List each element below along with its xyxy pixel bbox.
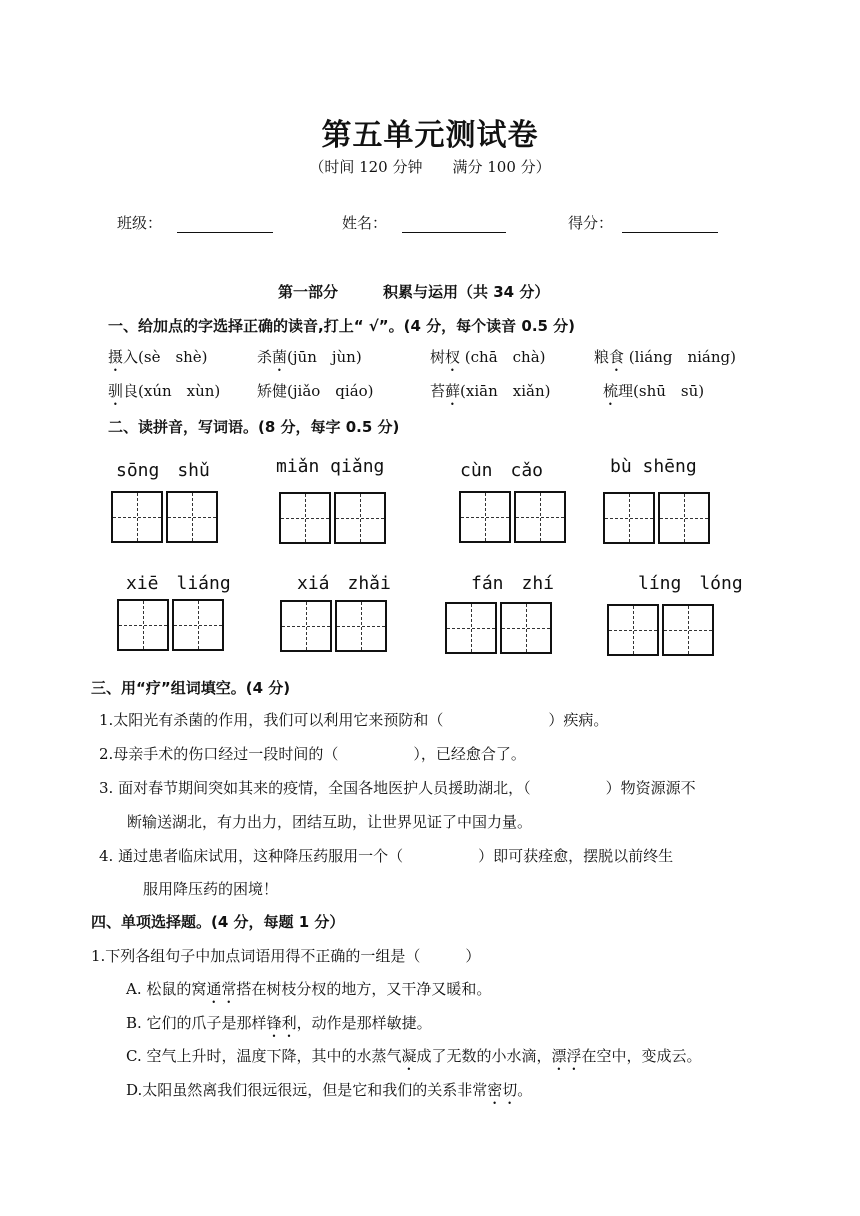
char-box[interactable] [459,491,511,543]
part-one-heading: 第一部分 积累与运用（共 34 分） [278,283,550,301]
q2-heading: 二、读拼音，写词语。(8 分，每字 0.5 分) [108,418,400,436]
char-box[interactable] [607,604,659,656]
char-box[interactable] [514,491,566,543]
q1-item: 矫健(jiǎo qiáo) [257,382,374,400]
pinyin-label: xiá zhǎi [297,573,391,594]
char-box[interactable] [662,604,714,656]
char-box[interactable] [658,492,710,544]
score-field[interactable] [568,212,718,233]
writing-grid[interactable] [459,491,566,543]
class-field[interactable] [117,212,273,233]
char-box[interactable] [500,602,552,654]
pinyin-label: sōng shǔ [116,460,210,481]
q4-option-b[interactable]: B. 它们的爪子是那样锋利，动作是那样敏捷。 [126,1014,432,1032]
q1-item: 摄入(sè shè) [108,348,208,366]
q3-sentence: 1.太阳光有杀菌的作用，我们可以利用它来预防和（ ）疾病。 [99,711,609,729]
q4-option-d[interactable]: D.太阳虽然离我们很远很远，但是它和我们的关系非常密切。 [126,1081,533,1099]
writing-grid[interactable] [279,492,386,544]
q3-sentence: 3. 面对春节期间突如其来的疫情，全国各地医护人员援助湖北，（ ）物资源源不 [99,779,696,797]
page-title: 第五单元测试卷 [321,118,539,153]
page-subtitle: （时间 120 分钟 满分 100 分） [309,158,551,176]
char-box[interactable] [335,600,387,652]
q1-item: 杀菌(jūn jùn) [257,348,362,366]
char-box[interactable] [111,491,163,543]
q3-sentence: 4. 通过患者临床试用，这种降压药服用一个（ ）即可获痊愈，摆脱以前终生 [99,847,674,865]
q3-heading: 三、用“疗”组词填空。(4 分) [91,679,291,697]
char-box[interactable] [166,491,218,543]
writing-grid[interactable] [117,599,224,651]
pinyin-label: bù shēng [610,456,697,477]
char-box[interactable] [445,602,497,654]
q3-sentence: 2.母亲手术的伤口经过一段时间的（ ），已经愈合了。 [99,745,526,763]
writing-grid[interactable] [445,602,552,654]
score-label: 得分： [568,214,614,232]
char-box[interactable] [117,599,169,651]
name-blank[interactable] [402,216,506,233]
q1-item: 苔藓(xiān xiǎn) [430,382,551,400]
char-box[interactable] [172,599,224,651]
pinyin-label: miǎn qiǎng [276,456,385,477]
q4-option-a[interactable]: A. 松鼠的窝通常搭在树枝分杈的地方，又干净又暖和。 [126,980,492,998]
char-box[interactable] [279,492,331,544]
q4-option-c[interactable]: C. 空气上升时，温度下降，其中的水蒸气凝成了无数的小水滴，漂浮在空中，变成云。 [126,1047,702,1065]
char-box[interactable] [280,600,332,652]
writing-grid[interactable] [603,492,710,544]
pinyin-label: xiē liáng [126,573,231,594]
class-label: 班级： [117,214,163,232]
char-box[interactable] [603,492,655,544]
writing-grid[interactable] [111,491,218,543]
q4-stem: 1.下列各组句子中加点词语用得不正确的一组是（ ） [91,947,481,965]
q1-item: 树杈 (chā chà) [430,348,546,366]
q1-heading: 一、给加点的字选择正确的读音,打上“ √”。(4 分，每个读音 0.5 分) [108,317,576,335]
name-field[interactable] [342,212,506,233]
q1-item: 梳理(shū sū) [603,382,705,400]
pinyin-label: fán zhí [471,573,555,594]
class-blank[interactable] [177,216,273,233]
q1-item: 驯良(xún xùn) [108,382,221,400]
q3-sentence-cont: 服用降压药的困境！ [143,880,279,898]
pinyin-label: cùn cǎo [460,460,544,481]
q4-heading: 四、单项选择题。(4 分，每题 1 分） [91,913,345,931]
writing-grid[interactable] [607,604,714,656]
writing-grid[interactable] [280,600,387,652]
char-box[interactable] [334,492,386,544]
q1-item: 粮食 (liáng niáng) [594,348,736,366]
q3-sentence-cont: 断输送湖北，有力出力，团结互助，让世界见证了中国力量。 [127,813,533,831]
score-blank[interactable] [622,216,718,233]
name-label: 姓名： [342,214,388,232]
pinyin-label: líng lóng [638,573,743,594]
